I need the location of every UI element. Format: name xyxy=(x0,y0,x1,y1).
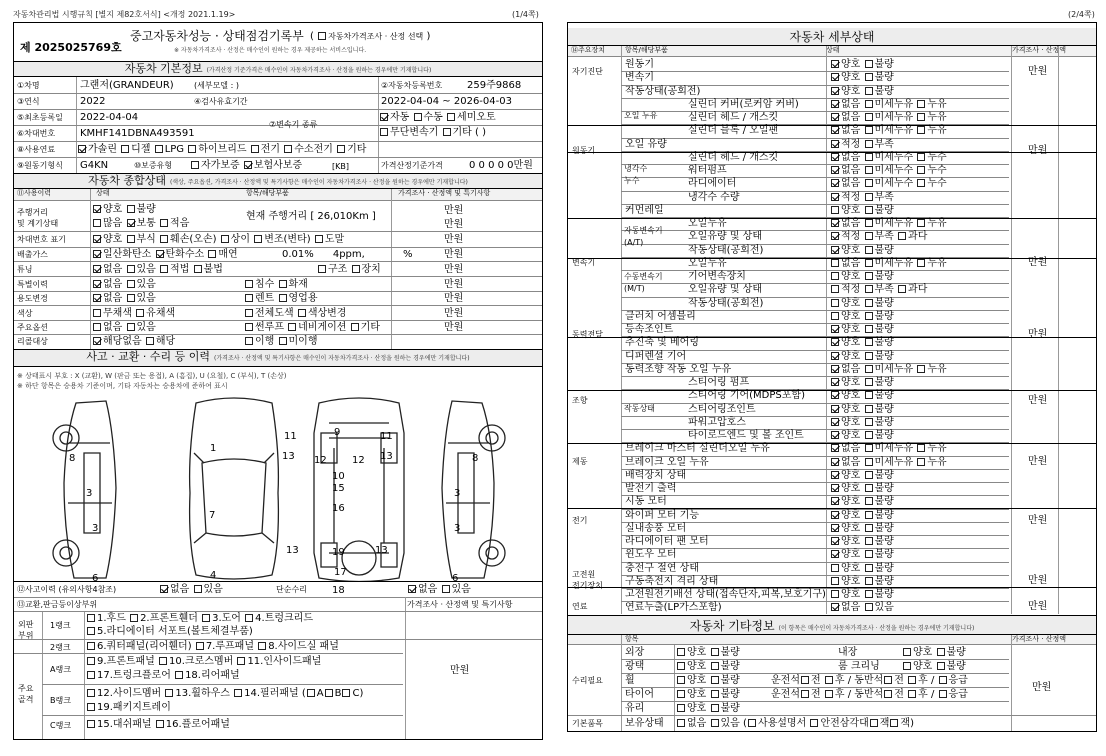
main-option-types[interactable]: 썬루프 네비게이션 기타 xyxy=(244,322,380,334)
detail-item-state[interactable]: 양호 불량 xyxy=(830,59,894,71)
outer-panel-label: 외판 부위 xyxy=(18,620,34,640)
tuning-options[interactable]: 없음 있음 적법 불법 xyxy=(92,264,223,276)
detail-row-divider xyxy=(621,429,1009,430)
detail-item-state[interactable]: 양호 불량 xyxy=(830,549,894,561)
part-number-8: 8 xyxy=(69,453,76,464)
group-steering: 조향 xyxy=(572,396,588,405)
car-damage-diagram xyxy=(44,393,514,581)
group-fuel: 연료 xyxy=(572,602,588,611)
detail-item-state[interactable]: 없음 미세누유 누유 xyxy=(830,218,947,230)
detail-row-divider xyxy=(621,244,1009,245)
detail-row-divider xyxy=(621,376,1009,377)
detail-item-label: 오일유량 및 상태 xyxy=(688,284,762,296)
detail-item-label: 스티어링조인트 xyxy=(688,403,756,415)
detail-item-label: 냉각수 수량 xyxy=(688,191,740,203)
first-reg-label: ⑤최초등록일 xyxy=(17,113,63,122)
color-options[interactable]: 무채색 유채색 xyxy=(92,308,175,320)
detail-item-state[interactable]: 양호 불량 xyxy=(830,351,894,363)
group-brake: 제동 xyxy=(572,457,588,466)
status-legend: ※ 상태표시 부호 : X (교환), W (판금 또는 용접), A (흠집), U (요철), C (부식), T (손상) xyxy=(17,372,287,380)
interior-label: 내장 xyxy=(838,647,858,658)
detail-item-state[interactable]: 양호 불량 xyxy=(830,271,894,283)
detail-item-state[interactable]: 없음 미세누수 누수 xyxy=(830,152,947,164)
detail-row-divider xyxy=(621,138,1009,139)
detail-item-label: 파워고압호스 xyxy=(688,416,746,428)
summary-column-header: ⑪사용이력 상태 항목/해당부품 가격조사 · 산정액 및 특기사항 xyxy=(14,189,542,201)
current-mileage: 현재 주행거리 [ 26,010Km ] xyxy=(246,211,376,222)
detail-item-label: 변속기 xyxy=(625,72,654,84)
price-fuel: 만원 xyxy=(1028,601,1048,612)
detail-item-label: 실린더 헤드 / 개스킷 xyxy=(688,151,779,163)
detail-group-divider xyxy=(568,390,1096,391)
price-brake: 만원 xyxy=(1028,456,1048,467)
detail-item-state[interactable]: 양호 불량 xyxy=(830,589,894,601)
part-number-3d: 3 xyxy=(454,523,461,534)
detail-group-divider xyxy=(568,508,1096,509)
part-number-16: 16 xyxy=(332,503,345,514)
exhaust-values: 0.01% 4ppm, % xyxy=(282,249,413,260)
sub-steering-operation: 작동상태 xyxy=(624,404,655,413)
detail-row-divider xyxy=(621,191,1009,192)
detail-item-state[interactable]: 양호 불량 xyxy=(830,337,894,349)
summary-price-9: 만원 xyxy=(444,322,464,333)
detail-item-state[interactable]: 양호 불량 xyxy=(830,86,894,98)
main-frame-label: 주요 골격 xyxy=(18,684,34,704)
gloss-label: 광택 xyxy=(625,661,645,672)
detail-item-label: 브레이크 마스터 실린더오일 누유 xyxy=(625,443,770,455)
detail-item-label: 등속조인트 xyxy=(625,324,674,335)
detail-row-divider xyxy=(621,548,1009,549)
car-name-label: ①차명 xyxy=(17,81,40,90)
part-number-1: 1 xyxy=(210,443,217,454)
detail-item-state[interactable]: 없음 미세누유 누유 xyxy=(830,125,947,137)
swap-price: 만원 xyxy=(450,665,470,676)
rank-b: B랭크 xyxy=(50,696,71,705)
rank-c: C랭크 xyxy=(50,721,72,730)
accident-history-options[interactable]: 없음 있음 xyxy=(159,584,223,596)
color-change-options[interactable]: 전체도색 색상변경 xyxy=(244,308,346,320)
part-number-13b: 13 xyxy=(286,545,299,556)
detail-item-state[interactable]: 적정 부족 과다 xyxy=(830,284,927,296)
part-number-3: 3 xyxy=(86,488,93,499)
part-number-10: 10 xyxy=(332,471,345,482)
detail-item-state[interactable]: 없음 미세누수 누수 xyxy=(830,178,947,190)
detail-row-divider xyxy=(621,164,1009,165)
reg-number-label: ②자동차등록번호 xyxy=(381,81,443,90)
detail-item-state[interactable]: 양호 불량 xyxy=(830,311,894,323)
detail-item-state[interactable]: 없음 미세누유 누유 xyxy=(830,99,947,111)
summary-price-3: 만원 xyxy=(444,234,464,245)
doc-note: ※ 자동차가격조사 · 산정은 매수인이 원하는 경우 제공하는 서비스입니다. xyxy=(174,47,367,54)
diagram-note: ※ 하단 항목은 승용차 기준이며, 기타 자동차는 승용차에 준하여 표시 xyxy=(17,382,228,390)
swap-panel-label: ⑬교환,판금등이상부위 xyxy=(17,600,98,609)
detail-item-label: 동력조향 작동 오일 누유 xyxy=(625,363,732,375)
detail-item-state[interactable]: 양호 불량 xyxy=(830,536,894,548)
detail-item-label: 실린더 헤드 / 개스킷 xyxy=(688,112,779,123)
rank-2: 2랭크 xyxy=(50,643,71,652)
exhaust-label: 배출가스 xyxy=(17,250,48,259)
part-number-13c: 13 xyxy=(375,545,388,556)
detail-group-divider xyxy=(568,337,1096,338)
detail-item-label: 작동상태(공회전) xyxy=(688,244,764,256)
simple-repair-options[interactable]: 없음 있음 xyxy=(407,584,471,596)
exterior-options[interactable]: 양호 불량 xyxy=(676,647,740,659)
part-number-3b: 3 xyxy=(92,523,99,534)
wheel-options[interactable]: 양호 불량 xyxy=(676,675,740,687)
detail-item-label: 타이로드엔드 및 볼 조인트 xyxy=(688,430,804,441)
inspection-valid-period: 2022-04-04 ~ 2026-04-03 xyxy=(381,96,512,107)
price-high-voltage: 만원 xyxy=(1028,575,1048,586)
detail-header: 자동차 세부상태 xyxy=(568,28,1096,46)
inspection-record-page-1 xyxy=(13,22,543,740)
detail-item-state[interactable]: 양호 불량 xyxy=(830,298,894,310)
engine-type: G4KN xyxy=(80,160,109,171)
main-option-options[interactable]: 없음 있음 xyxy=(92,322,156,334)
detail-item-label: 스티어링 펌프 xyxy=(688,377,750,388)
part-number-6b: 6 xyxy=(452,573,459,584)
accident-history-label: ⑫사고이력 (유의사항4참조) xyxy=(17,585,117,594)
detail-row-divider xyxy=(621,403,1009,404)
detail-item-label: 윈도우 모터 xyxy=(625,549,677,561)
wheel-position-options[interactable]: 운전석 전 후 / 동반석 전 후 / 응급 xyxy=(771,675,968,686)
price-base-value: 0 0 0 0 0만원 xyxy=(469,160,533,171)
basic-info-header: 자동차 기본정보 (가격산정 기준가격은 매수인이 자동차가격조사 · 산정을 원하는 경우에만 기재합니다) xyxy=(14,61,542,77)
detail-item-state[interactable]: 적정 부족 과다 xyxy=(830,231,927,243)
part-number-18: 18 xyxy=(332,585,345,596)
tire-label: 타이어 xyxy=(625,689,654,700)
detail-row-divider xyxy=(621,204,1009,205)
detail-item-state[interactable]: 적정 부족 xyxy=(830,139,894,151)
group-self-diagnosis: 자기진단 xyxy=(572,67,603,76)
usage-change-options[interactable]: 없음 있음 xyxy=(92,293,156,305)
detail-item-label: 오일누유 xyxy=(688,218,727,229)
page-number-right: (2/4쪽) xyxy=(1068,10,1095,19)
detail-item-state[interactable]: 양호 불량 xyxy=(830,510,894,522)
usage-change-type[interactable]: 렌트 영업용 xyxy=(244,293,318,305)
detail-item-state[interactable]: 양호 불량 xyxy=(830,324,894,336)
summary-price-7: 만원 xyxy=(444,293,464,304)
part-number-7: 7 xyxy=(209,510,216,521)
page-number-left: (1/4쪽) xyxy=(512,10,539,19)
part-number-13: 13 xyxy=(282,451,295,462)
vin-marking-options[interactable]: 양호 부식 훼손(오손) 상이 변조(변타) 도말 xyxy=(92,234,344,246)
rank-a: A랭크 xyxy=(50,665,71,674)
detail-item-label: 작동상태(공회전) xyxy=(625,85,701,97)
summary-price-1: 만원 xyxy=(444,205,464,216)
detail-item-label: 연료누출(LP가스포함) xyxy=(625,602,722,614)
detail-item-label: 와이퍼 모터 기능 xyxy=(625,509,699,521)
vin: KMHF141DBNA493591 xyxy=(80,128,195,139)
room-cleaning-options[interactable]: 양호 불량 xyxy=(902,661,966,673)
detail-item-label: 작동상태(공회전) xyxy=(688,297,764,309)
detail-item-state[interactable]: 양호 불량 xyxy=(830,470,894,482)
detail-item-label: 실린더 커버(로커암 커버) xyxy=(688,98,799,110)
price-engine: 만원 xyxy=(1028,145,1048,156)
sub-manual-transmission: 수동변속기 (M/T) xyxy=(624,272,663,293)
detail-item-state[interactable]: 없음 미세누유 누유 xyxy=(830,364,947,376)
detail-item-label: 시동 모터 xyxy=(625,496,667,508)
detail-item-state[interactable]: 없음 미세누수 누수 xyxy=(830,165,947,177)
exterior-label: 외장 xyxy=(625,647,645,658)
summary-price-5: 만원 xyxy=(444,264,464,275)
detail-column-header: ⑭주요장치 항목/해당부품 상태 가격조사 · 산정액 xyxy=(568,46,1096,57)
tuning-type-options[interactable]: 구조 장치 xyxy=(317,264,381,276)
vin-label: ⑥차대번호 xyxy=(17,129,56,138)
detail-item-state[interactable]: 양호 불량 xyxy=(830,576,894,588)
glass-label: 유리 xyxy=(625,703,645,714)
detail-item-state[interactable]: 없음 있음 xyxy=(830,602,894,614)
part-number-3c: 3 xyxy=(454,488,461,499)
year-label: ③연식 xyxy=(17,97,40,106)
keep-status-options[interactable]: 없음 있음 ( 사용설명서 안전삼각대 잭 잭) xyxy=(676,718,914,730)
sub-oil-leak: 오일 누유 xyxy=(624,111,658,120)
detail-item-label: 추진축 및 베어링 xyxy=(625,337,699,349)
detail-item-state[interactable]: 적정 부족 xyxy=(830,192,894,204)
detail-item-state[interactable]: 없음 미세누유 누유 xyxy=(830,443,947,455)
part-number-11: 11 xyxy=(284,431,297,442)
glass-options[interactable]: 양호 불량 xyxy=(676,703,740,715)
fuel-label: ⑧사용연료 xyxy=(17,145,56,154)
rank1-parts-2[interactable]: 5.라디에이터 서포트(볼트체결부품) xyxy=(86,626,253,638)
special-history-label: 특별이력 xyxy=(17,280,48,289)
price-service-option[interactable]: ( 자동차가격조사 · 산정 선택 ) xyxy=(310,31,431,42)
kb-mark: [KB] xyxy=(332,162,349,171)
color-label: 색상 xyxy=(17,309,33,318)
form-reference: 자동차관리법 시행규칙 [별지 제82호서식] <개정 2021.1.19> xyxy=(13,10,236,19)
model-year: 2022 xyxy=(80,96,106,107)
detail-item-label: 라디에이터 팬 모터 xyxy=(625,536,709,547)
detail-item-label: 오일누유 xyxy=(688,257,727,269)
detail-item-label: 충전구 절연 상태 xyxy=(625,562,699,574)
detail-item-state[interactable]: 양호 불량 xyxy=(830,523,894,535)
warranty-options[interactable]: 자가보증 보험사보증 xyxy=(190,160,302,172)
warranty-label: ⑩보증유형 xyxy=(134,161,173,170)
exhaust-options[interactable]: 일산화탄소 탄화수소 매연 xyxy=(92,249,238,261)
tuning-label: 튜닝 xyxy=(17,265,33,274)
wheel-label: 휠 xyxy=(625,675,635,686)
part-number-12b: 12 xyxy=(352,455,365,466)
price-electric: 만원 xyxy=(1028,515,1048,526)
detail-row-divider xyxy=(621,98,1009,99)
other-price: 만원 xyxy=(1032,682,1052,693)
detail-item-label: 클러치 어셈블리 xyxy=(625,310,696,322)
price-steering: 만원 xyxy=(1028,395,1048,406)
tire-position-options[interactable]: 운전석 전 후 / 동반석 전 후 / 응급 xyxy=(771,689,968,700)
odometer-state-1[interactable]: 양호 불량 xyxy=(92,204,156,216)
detail-item-state[interactable]: 양호 불량 xyxy=(830,496,894,508)
detail-item-label: 스티어링 기어(MDPS포함) xyxy=(688,390,805,402)
other-info-header: 자동차 기타정보 (이 항목은 매수인이 자동차가격조사 · 산정을 원하는 경우에만 기재합니다) xyxy=(568,615,1096,635)
detail-model: (세부모델 : ) xyxy=(194,81,239,90)
recall-label: 리콜대상 xyxy=(17,337,48,346)
part-number-6: 6 xyxy=(92,573,99,584)
group-power-train: 동력전달 xyxy=(572,330,603,339)
special-history-options[interactable]: 없음 있음 xyxy=(92,279,156,291)
detail-row-divider xyxy=(621,177,1009,178)
odometer-label: 주행거리 및 계기상태 xyxy=(17,208,59,228)
detail-item-state[interactable]: 양호 불량 xyxy=(830,404,894,416)
detail-item-label: 실내송풍 모터 xyxy=(625,522,687,534)
detail-row-divider xyxy=(621,230,1009,231)
special-history-type[interactable]: 침수 화재 xyxy=(244,279,308,291)
doc-number: 제 2025025769호 xyxy=(20,41,122,54)
gloss-options[interactable]: 양호 불량 xyxy=(676,661,740,673)
price-transmission: 만원 xyxy=(1028,257,1048,268)
part-number-13d: 13 xyxy=(380,451,393,462)
detail-item-state[interactable]: 양호 불량 xyxy=(830,483,894,495)
detail-item-label: 커먼레일 xyxy=(625,204,664,216)
inspection-record-page-2 xyxy=(567,22,1097,732)
detail-item-label: 구동축전지 격리 상태 xyxy=(625,575,719,587)
group-engine: 원동기 xyxy=(572,146,596,155)
part-number-17: 17 xyxy=(334,567,347,578)
ranka-parts-2[interactable]: 17.트렁크플로어 18.리어패널 xyxy=(86,670,240,682)
detail-group-divider xyxy=(568,125,1096,126)
detail-row-divider xyxy=(621,297,1009,298)
price-power-train: 만원 xyxy=(1028,329,1048,340)
summary-price-4: 만원 xyxy=(444,249,464,260)
tire-options[interactable]: 양호 불량 xyxy=(676,689,740,701)
detail-item-label: 워터펌프 xyxy=(688,165,727,176)
keep-status-label: 보유상태 xyxy=(625,718,664,729)
swap-price-header: 가격조사 · 산정액 및 특기사항 xyxy=(407,600,513,609)
part-number-12: 12 xyxy=(314,455,327,466)
detail-item-state[interactable]: 양호 불량 xyxy=(830,430,894,442)
summary-price-2: 만원 xyxy=(444,219,464,230)
transmission-options-2[interactable]: 무단변속기 기타 ( ) xyxy=(379,127,486,139)
detail-item-label: 고전원전기배선 상태(접속단자,피복,보호기구) xyxy=(625,589,826,600)
reg-number: 259주9868 xyxy=(467,80,522,91)
interior-options[interactable]: 양호 불량 xyxy=(902,647,966,659)
recall-options[interactable]: 해당없음 해당 xyxy=(92,336,175,348)
odometer-state-2[interactable]: 많음 보통 적음 xyxy=(92,218,189,230)
detail-item-state[interactable]: 양호 불량 xyxy=(830,205,894,217)
vin-marking-label: 차대번호 표기 xyxy=(17,235,66,244)
engine-label: ⑨원동기형식 xyxy=(17,161,63,170)
other-column-header: 항목 가격조사 · 산정액 xyxy=(568,635,1096,645)
detail-group-divider xyxy=(568,152,1096,153)
detail-group-divider xyxy=(568,258,1096,259)
summary-price-8: 만원 xyxy=(444,308,464,319)
doc-title: 중고자동차성능 · 상태점검기록부 xyxy=(130,29,304,43)
part-number-19: 19 xyxy=(332,547,345,558)
main-option-label: 주요옵션 xyxy=(17,323,48,332)
detail-item-state[interactable]: 양호 불량 xyxy=(830,390,894,402)
simple-repair-label: 단순수리 xyxy=(276,585,307,594)
detail-group-divider xyxy=(568,218,1096,219)
first-reg-date: 2022-04-04 xyxy=(80,112,139,123)
sub-coolant: 냉각수 누수 xyxy=(624,164,648,185)
rankb-parts-1[interactable]: 12.사이드멤버 13.휠하우스 14.필러패널 ( A B C) xyxy=(86,688,363,700)
price-self-diagnosis: 만원 xyxy=(1028,66,1048,77)
detail-row-divider xyxy=(621,283,1009,284)
detail-item-label: 실린더 블록 / 오일팬 xyxy=(688,125,779,137)
recall-status[interactable]: 이행 미이행 xyxy=(244,336,318,348)
accident-history-header: 사고 · 교환 · 수리 등 이력 (가격조사 · 산정액 및 특기사항은 매수인이 자동차가격조사 · 산정을 원하는 경우에만 기재합니다) xyxy=(14,349,542,367)
detail-item-state[interactable]: 양호 불량 xyxy=(830,245,894,257)
price-base-label: 가격산정기준가격 xyxy=(381,161,443,170)
inspection-valid-label: ④검사유효기간 xyxy=(194,97,248,106)
detail-row-divider xyxy=(621,323,1009,324)
car-name: 그랜저(GRANDEUR) xyxy=(80,80,174,91)
detail-item-label: 오일 유량 xyxy=(625,138,667,150)
detail-item-label: 발전기 출력 xyxy=(625,483,677,494)
part-number-15: 15 xyxy=(332,483,345,494)
detail-row-divider xyxy=(621,495,1009,496)
part-number-4: 4 xyxy=(210,570,217,581)
sub-auto-transmission: 자동변속기 (A/T) xyxy=(624,226,663,247)
room-cleaning-label: 룸 크리닝 xyxy=(838,661,880,672)
detail-item-label: 기어변속장치 xyxy=(688,271,746,282)
detail-item-label: 라디에이터 xyxy=(688,178,737,190)
detail-item-label: 브레이크 오일 누유 xyxy=(625,456,709,468)
detail-item-state[interactable]: 없음 미세누유 누유 xyxy=(830,457,947,469)
fuel-options[interactable]: 가솔린 디젤 LPG 하이브리드 전기 수소전기 기타 xyxy=(77,144,366,156)
ranka-parts-1[interactable]: 9.프론트패널 10.크로스멤버 11.인사이드패널 xyxy=(86,656,321,668)
basic-items-label: 기본품목 xyxy=(572,719,603,728)
part-number-11b: 11 xyxy=(380,431,393,442)
group-transmission: 변속기 xyxy=(572,258,596,267)
detail-item-label: 원동기 xyxy=(625,59,654,70)
transmission-label: ⑦변속기 종류 xyxy=(269,120,318,129)
rankc-parts[interactable]: 15.대쉬패널 16.플로어패널 xyxy=(86,719,230,731)
detail-item-label: 오일유량 및 상태 xyxy=(688,231,762,243)
detail-item-state[interactable]: 없음 미세누유 누유 xyxy=(830,112,947,124)
rankb-parts-2[interactable]: 19.패키지트레이 xyxy=(86,702,171,714)
detail-row-divider xyxy=(621,71,1009,72)
detail-item-state[interactable]: 양호 불량 xyxy=(830,377,894,389)
detail-item-state[interactable]: 없음 미세누유 누유 xyxy=(830,258,947,270)
rank1-parts-1[interactable]: 1.후드 2.프론트휀더 3.도어 4.트렁크리드 xyxy=(86,613,313,625)
group-high-voltage: 고전원 전기장치 xyxy=(572,570,603,590)
detail-row-divider xyxy=(621,416,1009,417)
transmission-options-1[interactable]: 자동 수동 세미오토 xyxy=(379,112,496,124)
detail-row-divider xyxy=(621,270,1009,271)
rank2-parts[interactable]: 6.쿼터패널(리어휀더) 7.루프패널 8.사이드실 패널 xyxy=(86,641,339,653)
detail-row-divider xyxy=(621,482,1009,483)
rank-1: 1랭크 xyxy=(50,621,71,630)
group-electric: 전기 xyxy=(572,516,588,525)
usage-change-label: 용도변경 xyxy=(17,294,48,303)
detail-item-label: 배력장치 상태 xyxy=(625,469,687,481)
detail-row-divider xyxy=(621,111,1009,112)
summary-header: 자동차 종합상태 (색상, 주요옵션, 가격조사 · 산정액 및 특기사항은 매수인이 자동차가격조사 · 산정을 원하는 경우에만 기재합니다) xyxy=(14,173,542,189)
detail-item-label: 디퍼렌셜 기어 xyxy=(625,350,687,362)
repair-needed-label: 수리필요 xyxy=(572,676,603,685)
detail-group-divider xyxy=(568,443,1096,444)
detail-item-state[interactable]: 양호 불량 xyxy=(830,417,894,429)
part-number-9: 9 xyxy=(334,427,341,438)
part-number-8b: 8 xyxy=(472,453,479,464)
detail-group-divider xyxy=(568,587,1096,588)
summary-price-6: 만원 xyxy=(444,279,464,290)
detail-item-state[interactable]: 양호 불량 xyxy=(830,563,894,575)
detail-item-state[interactable]: 양호 불량 xyxy=(830,72,894,84)
